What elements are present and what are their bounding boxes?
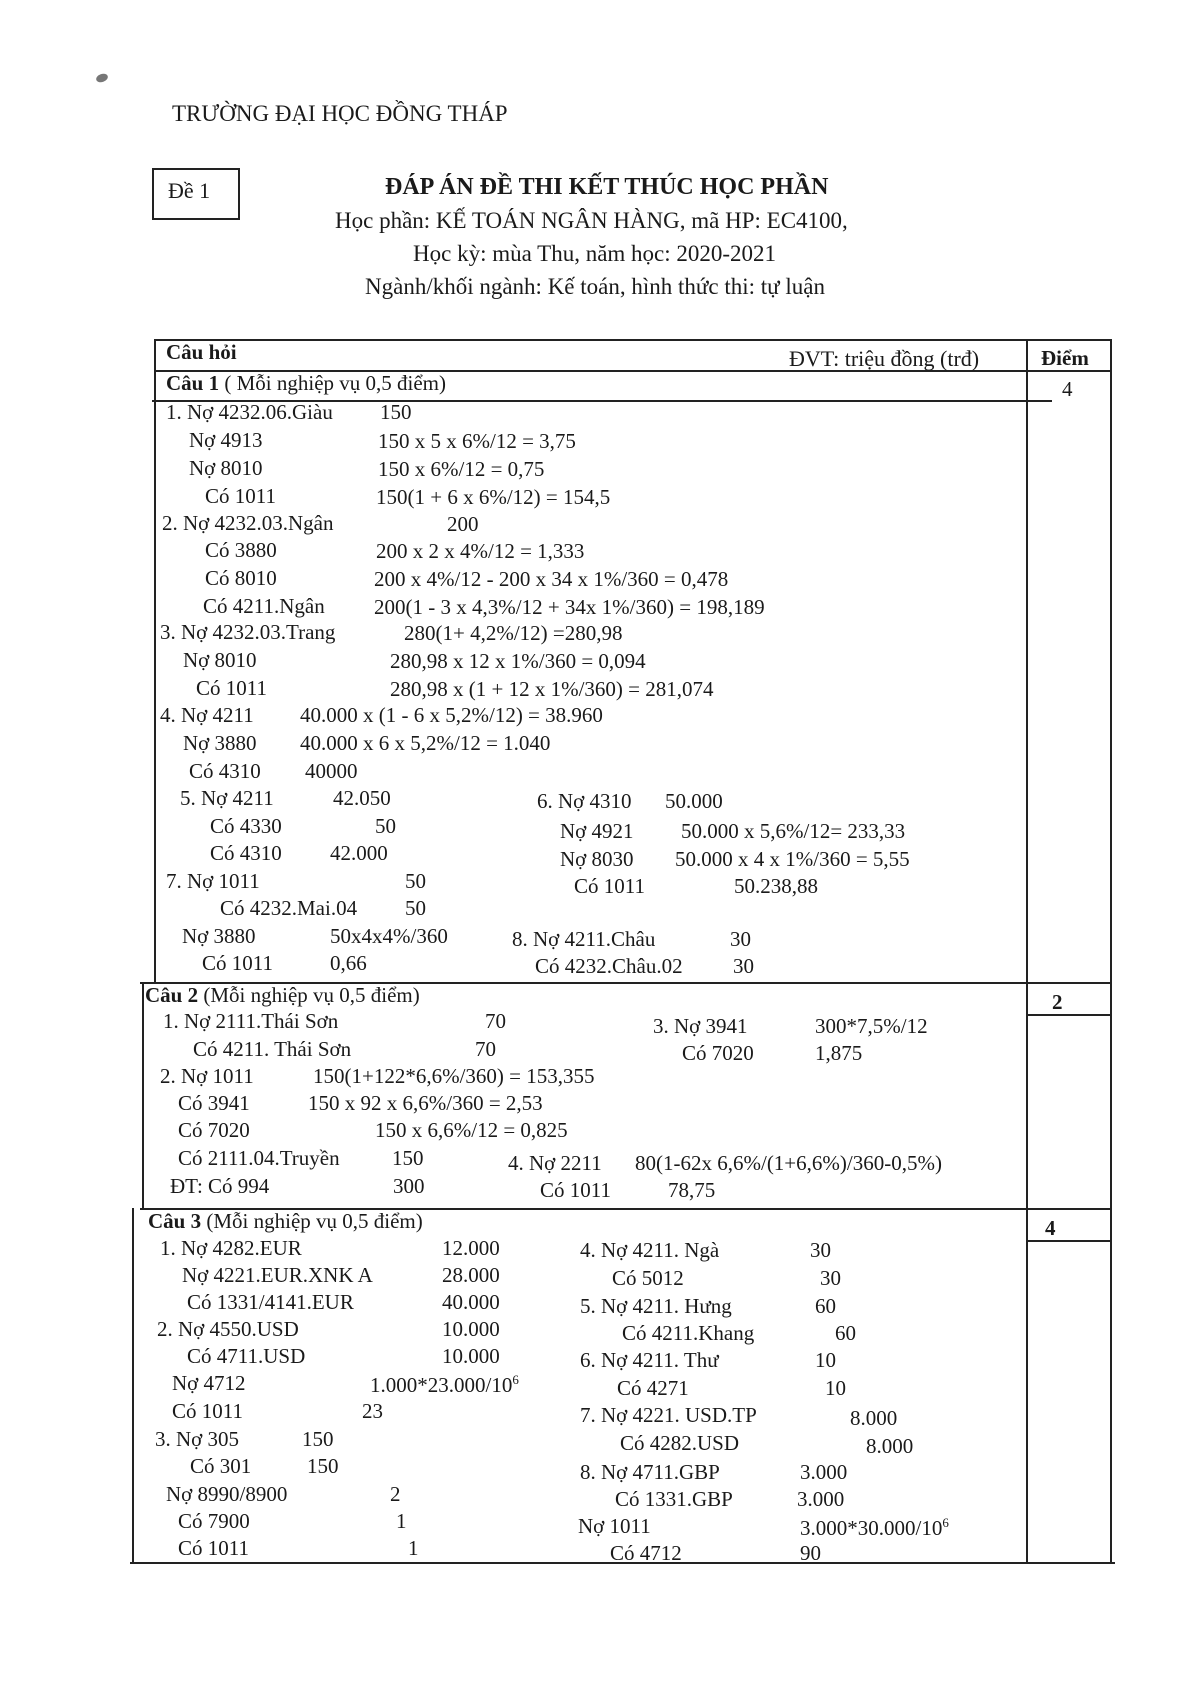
entry-text: 150(1+122*6,6%/360) = 153,355 <box>313 1064 595 1088</box>
entry-text: 80(1-62x 6,6%/(1+6,6%)/360-0,5%) <box>635 1151 942 1175</box>
q3-formula-1 <box>370 1373 519 1396</box>
entry-text: 50 <box>405 869 426 893</box>
entry-text: 8.000 <box>866 1434 914 1458</box>
entry-text: 78,75 <box>668 1178 716 1202</box>
semester-line: Học kỳ: mùa Thu, năm học: 2020-2021 <box>413 241 777 266</box>
entry-text: Câu 2 <box>145 983 199 1007</box>
entry-text: 3. Nợ 4232.03.Trang <box>160 620 336 644</box>
entry-text: 40000 <box>305 759 358 783</box>
entry-text: 3.000*30.000/10 <box>800 1516 943 1540</box>
entry-text: 50 <box>405 896 426 920</box>
document-title: ĐÁP ÁN ĐỀ THI KẾT THÚC HỌC PHẦN <box>385 174 829 200</box>
entry-text: 70 <box>485 1009 506 1033</box>
entry-text: Nợ 8030 <box>560 847 634 871</box>
entry-text: 50x4x4%/360 <box>330 924 448 948</box>
entry-text: 3. Nợ 305 <box>155 1427 240 1451</box>
entry-text: 150(1 + 6 x 6%/12) = 154,5 <box>376 485 611 509</box>
entry-text: Có 4232.Châu.02 <box>535 954 683 978</box>
entry-text: Câu 3 <box>148 1209 202 1233</box>
entry-text: 150 x 6,6%/12 = 0,825 <box>375 1118 568 1142</box>
entry-text: Có 4711.USD <box>187 1344 306 1368</box>
entry-text: 28.000 <box>442 1263 500 1287</box>
entry-text: Có 1011 <box>205 484 276 508</box>
entry-text: 5. Nợ 4211 <box>180 786 274 810</box>
entry-text: 60 <box>815 1294 836 1318</box>
q3-formula-2 <box>800 1516 949 1539</box>
column-question: Câu hỏi <box>166 340 237 364</box>
entry-text: Nợ 4913 <box>189 428 263 452</box>
entry-text: 0,66 <box>330 951 367 975</box>
entry-text: 150 <box>307 1454 339 1478</box>
entry-text: 40.000 x (1 - 6 x 5,2%/12) = 38.960 <box>300 703 603 727</box>
entry-text: Có 4282.USD <box>620 1431 740 1455</box>
entry-text: 300*7,5%/12 <box>815 1014 928 1038</box>
entry-text: 30 <box>820 1266 841 1290</box>
course-line: Học phần: KẾ TOÁN NGÂN HÀNG, mã HP: EC4100, <box>335 208 848 233</box>
q3-score: 4 <box>1045 1216 1056 1240</box>
entry-text: 6 <box>942 1515 949 1530</box>
entry-text: 8. Nợ 4711.GBP <box>580 1460 720 1484</box>
entry-text: 5. Nợ 4211. Hưng <box>580 1294 732 1318</box>
entry-text: 12.000 <box>442 1236 500 1260</box>
entry-text: 4. Nợ 4211 <box>160 703 254 727</box>
entry-text: 280,98 x (1 + 12 x 1%/360) = 281,074 <box>390 677 714 701</box>
entry-text: 2. Nợ 1011 <box>160 1064 254 1088</box>
entry-text: 150 x 5 x 6%/12 = 3,75 <box>378 429 576 453</box>
entry-text: Nợ 4712 <box>172 1371 246 1395</box>
entry-text: (Mỗi nghiệp vụ 0,5 điểm) <box>206 1209 423 1233</box>
q1-heading <box>166 373 446 394</box>
scan-smudge <box>95 72 109 84</box>
entry-text: 8.000 <box>850 1406 898 1430</box>
entry-text: Có 1011 <box>196 676 267 700</box>
entry-text: 200 <box>447 512 479 536</box>
entry-text: 6 <box>512 1372 519 1387</box>
entry-text: Có 2111.04.Truyền <box>178 1146 340 1170</box>
entry-text: 2 <box>390 1482 401 1506</box>
entry-text: 10 <box>825 1376 846 1400</box>
entry-text: 10.000 <box>442 1317 500 1341</box>
entry-text: 200 x 4%/12 - 200 x 34 x 1%/360 = 0,478 <box>374 567 729 591</box>
entry-text: Nợ 4221.EUR.XNK A <box>182 1263 373 1287</box>
entry-text: 1. Nợ 2111.Thái Sơn <box>163 1009 339 1033</box>
entry-text: 280,98 x 12 x 1%/360 = 0,094 <box>390 649 646 673</box>
entry-text: 1. Nợ 4232.06.Giàu <box>166 400 333 424</box>
entry-text: 1,875 <box>815 1041 863 1065</box>
entry-text: 30 <box>733 954 754 978</box>
entry-text: 50.000 x 5,6%/12= 233,33 <box>681 819 906 843</box>
entry-text: 200(1 - 3 x 4,3%/12 + 34x 1%/360) = 198,189 <box>374 595 765 619</box>
entry-text: Có 4211.Khang <box>622 1321 755 1345</box>
entry-text: 30 <box>810 1238 831 1262</box>
entry-text: 3.000 <box>797 1487 845 1511</box>
entry-text: Có 8010 <box>205 566 277 590</box>
entry-text: 50.000 <box>665 789 723 813</box>
entry-text: Có 1011 <box>172 1399 243 1423</box>
entry-text: Có 4310 <box>189 759 261 783</box>
column-score: Điểm <box>1041 346 1089 370</box>
entry-text: ( Mỗi nghiệp vụ 0,5 điểm) <box>224 371 446 395</box>
entry-text: ĐT: Có 994 <box>170 1174 270 1198</box>
entry-text: 4. Nợ 4211. Ngà <box>580 1238 720 1262</box>
entry-text: Có 3880 <box>205 538 277 562</box>
q2-score: 2 <box>1052 990 1063 1014</box>
entry-text: 40.000 <box>442 1290 500 1314</box>
entry-text: 6. Nợ 4211. Thư <box>580 1348 719 1372</box>
entry-text: 30 <box>730 927 751 951</box>
entry-text: Có 7020 <box>682 1041 754 1065</box>
entry-text: 50.238,88 <box>734 874 818 898</box>
entry-text: Có 4271 <box>617 1376 689 1400</box>
exam-code: Đề 1 <box>168 178 211 203</box>
entry-text: 150 <box>392 1146 424 1170</box>
entry-text: Có 3941 <box>178 1091 250 1115</box>
entry-text: 40.000 x 6 x 5,2%/12 = 1.040 <box>300 731 551 755</box>
entry-text: 50.000 x 4 x 1%/360 = 5,55 <box>675 847 910 871</box>
entry-text: 3. Nợ 3941 <box>653 1014 748 1038</box>
entry-text: 50 <box>375 814 396 838</box>
entry-text: Có 1011 <box>178 1536 249 1560</box>
entry-text: Nợ 4921 <box>560 819 634 843</box>
entry-text: 1. Nợ 4282.EUR <box>160 1236 302 1260</box>
entry-text: Nợ 3880 <box>182 924 256 948</box>
unit-label: ĐVT: triệu đồng (trđ) <box>789 346 980 371</box>
entry-text: Có 4232.Mai.04 <box>220 896 358 920</box>
entry-text: Nợ 8990/8900 <box>166 1482 288 1506</box>
entry-text: 150 <box>380 400 412 424</box>
entry-text: 42.000 <box>330 841 388 865</box>
entry-text: Nợ 8010 <box>183 648 257 672</box>
entry-text: 150 x 92 x 6,6%/360 = 2,53 <box>308 1091 543 1115</box>
entry-text: 70 <box>475 1037 496 1061</box>
entry-text: (Mỗi nghiệp vụ 0,5 điểm) <box>203 983 420 1007</box>
entry-text: 1 <box>408 1536 419 1560</box>
entry-text: 2. Nợ 4550.USD <box>157 1317 299 1341</box>
entry-text: Có 301 <box>190 1454 252 1478</box>
entry-text: Nợ 1011 <box>578 1514 651 1538</box>
entry-text: 2. Nợ 4232.03.Ngân <box>162 511 334 535</box>
entry-text: Có 1011 <box>540 1178 611 1202</box>
entry-text: Có 7020 <box>178 1118 250 1142</box>
entry-text: Có 1011 <box>202 951 273 975</box>
entry-text: Có 4211.Ngân <box>203 594 325 618</box>
entry-text: Nợ 8010 <box>189 456 263 480</box>
entry-text: Có 4310 <box>210 841 282 865</box>
entry-text: 4. Nợ 2211 <box>508 1151 602 1175</box>
q1-score: 4 <box>1062 377 1073 401</box>
entry-text: 300 <box>393 1174 425 1198</box>
entry-text: 10 <box>815 1348 836 1372</box>
entry-text: Có 1011 <box>574 874 645 898</box>
entry-text: 42.050 <box>333 786 391 810</box>
entry-text: 60 <box>835 1321 856 1345</box>
entry-text: 200 x 2 x 4%/12 = 1,333 <box>376 539 585 563</box>
entry-text: Nợ 3880 <box>183 731 257 755</box>
entry-text: Có 4712 <box>610 1541 682 1565</box>
entry-text: 23 <box>362 1399 383 1423</box>
entry-text: 150 <box>302 1427 334 1451</box>
entry-text: 150 x 6%/12 = 0,75 <box>378 457 545 481</box>
q3-heading <box>148 1211 423 1232</box>
entry-text: 1 <box>396 1509 407 1533</box>
entry-text: Có 1331/4141.EUR <box>187 1290 354 1314</box>
entry-text: 3.000 <box>800 1460 848 1484</box>
university-name: TRƯỜNG ĐẠI HỌC ĐỒNG THÁP <box>172 101 508 126</box>
entry-text: 1.000*23.000/10 <box>370 1373 513 1397</box>
entry-text: 8. Nợ 4211.Châu <box>512 927 656 951</box>
entry-text: 10.000 <box>442 1344 500 1368</box>
entry-text: 90 <box>800 1541 821 1565</box>
entry-text: 6. Nợ 4310 <box>537 789 632 813</box>
entry-text: Có 7900 <box>178 1509 250 1533</box>
major-line: Ngành/khối ngành: Kế toán, hình thức thi: tự luận <box>365 274 825 299</box>
q2-heading <box>145 985 420 1006</box>
entry-text: 7. Nợ 4221. USD.TP <box>580 1403 757 1427</box>
entry-text: Có 4211. Thái Sơn <box>193 1037 352 1061</box>
entry-text: Có 1331.GBP <box>615 1487 733 1511</box>
entry-text: Có 4330 <box>210 814 282 838</box>
entry-text: Có 5012 <box>612 1266 684 1290</box>
entry-text: Câu 1 <box>166 371 220 395</box>
entry-text: 7. Nợ 1011 <box>166 869 260 893</box>
entry-text: 280(1+ 4,2%/12) =280,98 <box>404 621 623 645</box>
